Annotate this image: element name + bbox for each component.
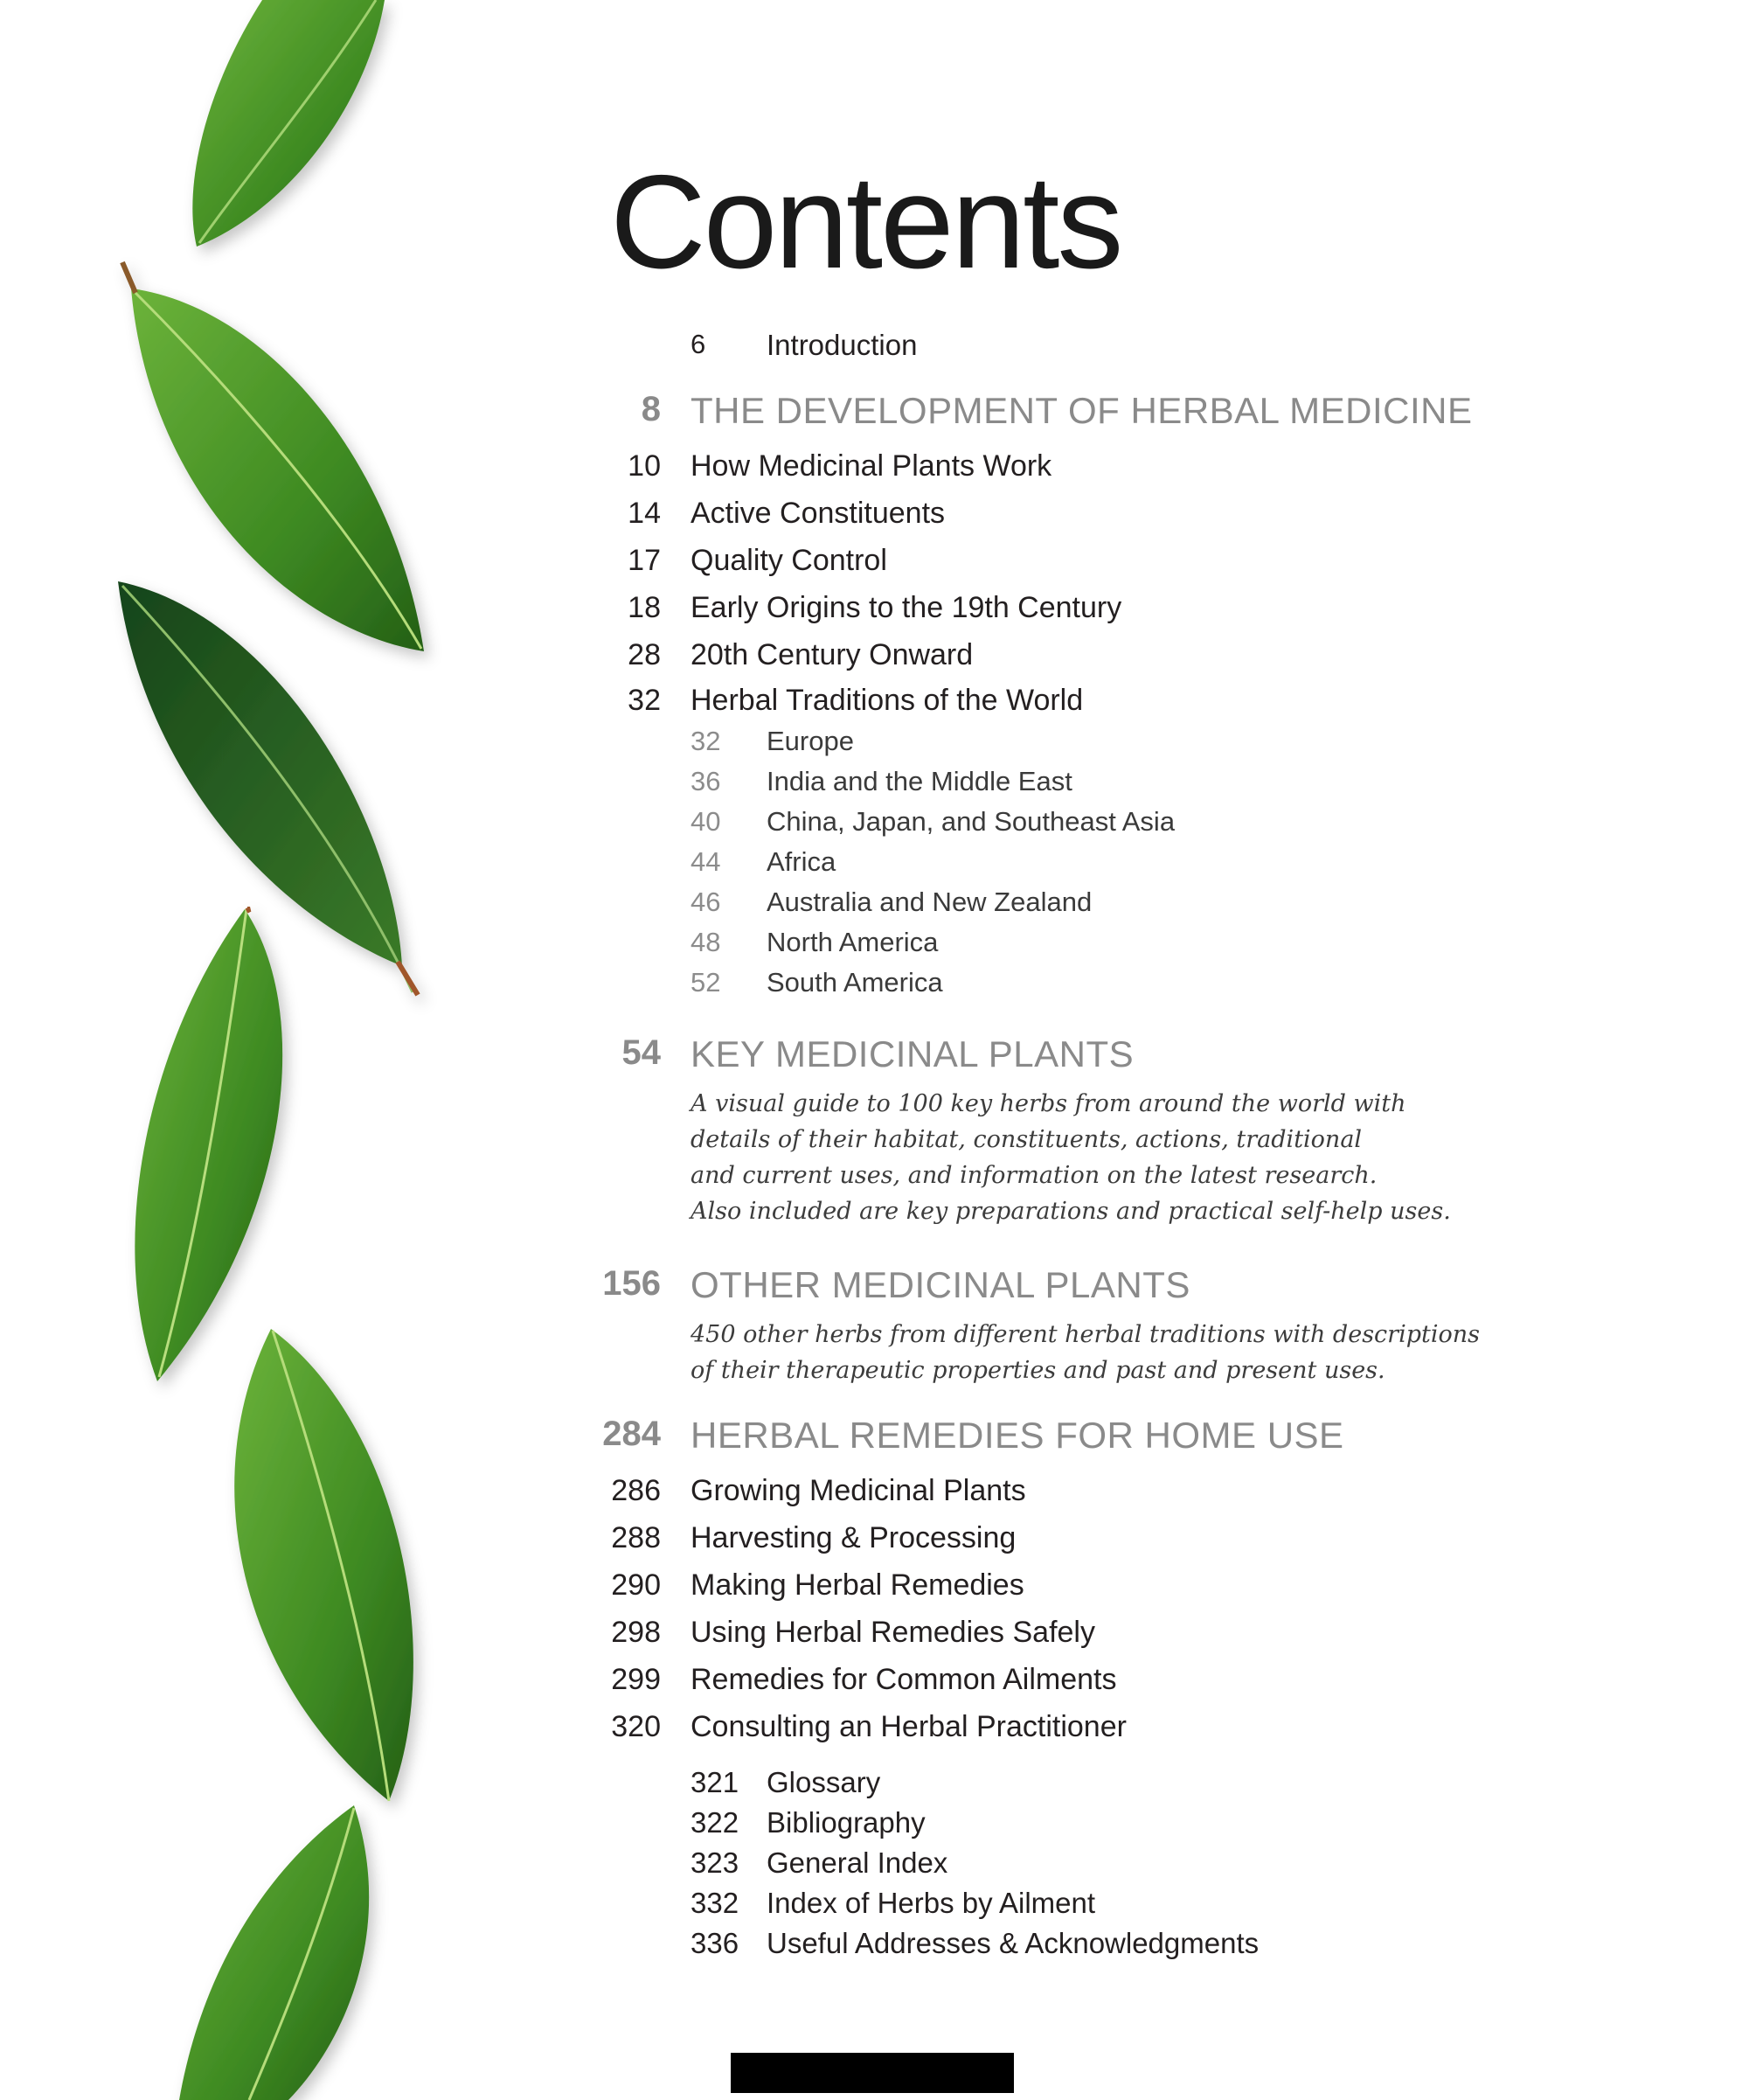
leaf-1 [192,0,385,247]
leaf-border-illustration [0,0,489,2100]
entry-label: Introduction [767,329,918,361]
page-number: 320 [611,1710,661,1743]
page-number: 48 [691,927,721,957]
description-line: Also included are key preparations and practical self-help uses. [691,1198,1451,1225]
page-number: 322 [691,1806,739,1839]
entry-label: Harvesting & Processing [691,1521,1017,1554]
entry-label: Consulting an Herbal Practitioner [691,1710,1127,1743]
page-number: 14 [628,497,661,530]
entry-label: General Index [767,1846,948,1879]
page-number: 6 [691,329,706,359]
section-title: HERBAL REMEDIES FOR HOME USE [691,1415,1344,1456]
leaf-3 [118,581,418,995]
page-number: 298 [611,1616,661,1649]
leaf-2 [122,262,424,651]
leaf-5 [234,1329,413,1801]
description-line: 450 other herbs from different herbal traditions with descriptions [691,1321,1480,1348]
section-page-number: 156 [602,1264,661,1303]
entry-label: Growing Medicinal Plants [691,1474,1026,1507]
entry-label: Bibliography [767,1806,926,1839]
section-title: THE DEVELOPMENT OF HERBAL MEDICINE [691,390,1473,431]
page-number: 288 [611,1521,661,1554]
page-number: 18 [628,591,661,624]
entry-label: Index of Herbs by Ailment [767,1887,1096,1919]
entry-label: Africa [767,846,836,877]
description-line: details of their habitat, constituents, actions, traditional [691,1126,1363,1153]
page-number: 44 [691,846,721,877]
page-number: 299 [611,1663,661,1696]
entry-label: North America [767,927,939,957]
entry-label: India and the Middle East [767,766,1072,796]
page-number: 40 [691,806,721,837]
entry-label: Remedies for Common Ailments [691,1663,1117,1696]
page-number: 17 [628,544,661,577]
entry-label: Herbal Traditions of the World [691,684,1084,717]
entry-label: How Medicinal Plants Work [691,449,1052,483]
section-description [691,1317,1480,1388]
section-page-number: 54 [621,1033,661,1072]
entry-label: Australia and New Zealand [767,887,1093,917]
section-title: KEY MEDICINAL PLANTS [691,1033,1135,1074]
page-number: 36 [691,766,721,796]
entry-label: Glossary [767,1766,881,1798]
page-number: 32 [691,726,721,756]
page-number: 290 [611,1568,661,1602]
page-number: 46 [691,887,721,917]
entry-label: Active Constituents [691,497,946,530]
section-title: OTHER MEDICINAL PLANTS [691,1264,1190,1305]
entry-label: South America [767,967,943,998]
page-number: 10 [628,449,661,483]
section-page-number: 284 [602,1415,661,1453]
page-number: 32 [628,684,661,717]
page-number: 321 [691,1766,739,1798]
description-line: and current uses, and information on the latest research. [691,1162,1378,1189]
page-number: 28 [628,638,661,671]
description-line: A visual guide to 100 key herbs from around the world with [691,1090,1406,1117]
entry-label: Useful Addresses & Acknowledgments [767,1927,1260,1959]
page-number: 323 [691,1846,739,1879]
entry-label: Using Herbal Remedies Safely [691,1616,1095,1649]
description-line: of their therapeutic properties and past and present uses. [691,1357,1385,1384]
entry-label: Early Origins to the 19th Century [691,591,1122,624]
section-description [691,1086,1451,1229]
entry-label: Europe [767,726,854,756]
page-title: Contents [610,148,1121,296]
page-number: 336 [691,1927,739,1959]
entry-label: Quality Control [691,544,887,577]
leaf-4 [135,909,282,1381]
section-page-number: 8 [641,390,661,428]
redaction-bar [731,2053,1014,2093]
entry-label: China, Japan, and Southeast Asia [767,806,1176,837]
entry-label: Making Herbal Remedies [691,1568,1024,1602]
entry-label: 20th Century Onward [691,638,974,671]
page-number: 286 [611,1474,661,1507]
page-number: 52 [691,967,721,998]
page-number: 332 [691,1887,739,1919]
leaf-6 [179,1805,369,2100]
